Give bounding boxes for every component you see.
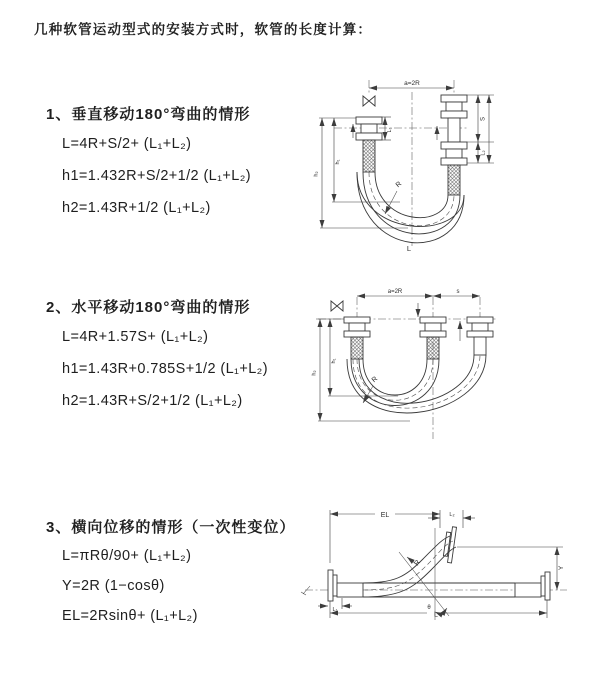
right-fitting-assembly (441, 95, 467, 195)
valve-icon (331, 301, 343, 311)
braided-hose-section (448, 165, 460, 195)
middle-connector (420, 317, 446, 359)
formula-line: L=4R+1.57S+ (L₁+L₂) (62, 329, 209, 345)
left-flange (328, 570, 363, 601)
formula-line: L=4R+S/2+ (L₁+L₂) (62, 136, 192, 152)
formula-line: h1=1.432R+S/2+1/2 (L₁+L₂) (62, 168, 252, 184)
braided-hose-section (363, 140, 375, 172)
section-2-heading: 2、水平移动180°弯曲的情形 (46, 299, 251, 316)
dim-h1-label: h₁ (331, 358, 337, 364)
annotations (407, 557, 422, 567)
section-1-formulas (62, 128, 251, 224)
braided-hose-section (427, 337, 439, 359)
radius-label: R (394, 180, 404, 190)
dim-h2-label: h₂ (311, 370, 318, 376)
theta-label: θ (427, 605, 431, 611)
formula-line: Y=2R (1−cosθ) (62, 578, 165, 594)
diagram-lateral-displacement (295, 498, 600, 653)
formula-line: h2=1.43R+1/2 (L₁+L₂) (62, 200, 211, 216)
diagram-vertical-180-bend (312, 74, 512, 259)
dim-stroke-label: s (456, 289, 460, 295)
section-3-heading: 3、横向位移的情形（一次性变位） (46, 519, 296, 536)
upper-flange (443, 526, 457, 563)
section-1-heading: 1、垂直移动180°弯曲的情形 (46, 106, 251, 123)
formula-line: L=πRθ/90+ (L₁+L₂) (62, 548, 192, 564)
page-title: 几种软管运动型式的安装方式时，软管的长度计算： (34, 22, 373, 37)
dim-l2-label: L₂ (480, 150, 487, 156)
braided-hose-section (351, 337, 363, 359)
radius-label: R (413, 559, 423, 568)
left-fitting (356, 117, 382, 172)
s-curve-hose (363, 536, 456, 597)
centerline-break-mark (301, 586, 310, 595)
dim-l2-label: L₂ (449, 512, 455, 518)
dim-h1-label: h₁ (335, 159, 341, 165)
right-connector (467, 317, 493, 355)
u-hose-curves (347, 355, 486, 413)
dim-l1-label: L₁ (332, 607, 338, 613)
section-vertical-movement (46, 103, 251, 224)
dim-span-label: a=2R (404, 80, 420, 87)
left-connector (344, 317, 370, 359)
dim-h2-label: h₂ (313, 171, 320, 177)
formula-line: h2=1.43R+S/2+1/2 (L₁+L₂) (62, 393, 243, 409)
section-horizontal-movement (46, 296, 268, 417)
right-flange (515, 572, 550, 600)
length-label: L (406, 244, 412, 253)
construction-lines (399, 528, 449, 620)
dim-l1-label: L₁ (387, 127, 393, 133)
diagram-horizontal-180-bend (310, 281, 510, 461)
dim-stroke-label: S (480, 116, 487, 122)
section-3-formulas (62, 541, 295, 631)
dim-y-label: Y (558, 565, 565, 571)
formula-line: EL=2Rsinθ+ (L₁+L₂) (62, 608, 198, 624)
dim-el-label: EL (380, 512, 390, 519)
dim-span-label: a=2R (387, 289, 403, 295)
valve-icon (363, 96, 375, 106)
section-2-formulas (62, 321, 268, 417)
radius-label: R (370, 375, 380, 385)
section-lateral-displacement (46, 516, 295, 631)
formula-line: h1=1.43R+0.785S+1/2 (L₁+L₂) (62, 361, 268, 377)
dim-length-label: L (434, 611, 438, 619)
dimension-lines (318, 510, 565, 619)
